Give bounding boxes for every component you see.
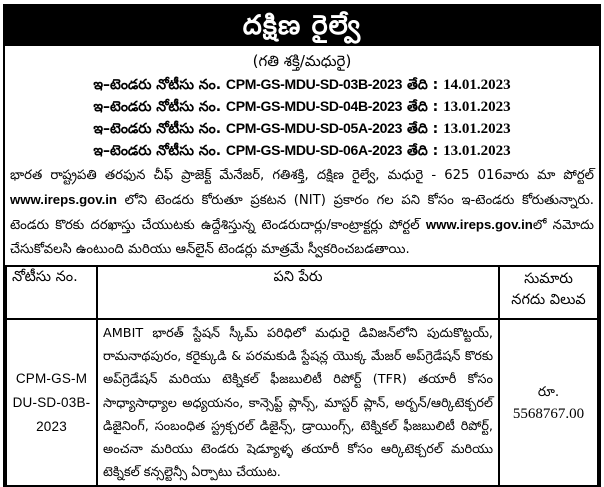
cell-work-description: AMBIT భారత్ స్టేషన్ స్కీమ్ పరిధిలో మధురై డివిజన్‌లోని పుదుకొట్టయ్, రామనాథపురం, కరైక్కుడి & పరమకుడి స్టేషన్ల యొక్క మేజర్ అప్‌గ్రెడేషన్ కొరకు అప్‌గ్రెడేషన్ మరియు టెక్నికల్ ఫీజబులిటీ రిపోర్ట్ (TFR) తయారీ కోసం సాధ్యాసాధ్యాల అధ్యయనం, కాన్సెప్ట్ ప్లాన్స్, మాస్టర్ ప్లాన్, అర్బన్/ఆర్కిటెక్చరల్ డిజైనింగ్, సంబంధిత స్ట్రక్చరల్ డిజైన్స్, డ్రాయింగ్స్, టెక్నికల్ ఫీజబులిటీ రిపోర్ట్, అంచనా మరియు టెండరు షెడ్యూళ్ళ తయారీ కోసం ఆర్కిటెక్చరల్ మరియు టెక్నికల్ కన్సల్టెన్సీ ఏర్పాటు చేయుట.	[97, 319, 499, 487]
notice-prefix: ఇ–టెండరు నోటీసు నం.	[93, 143, 222, 159]
tender-notice-line	[5, 118, 599, 140]
currency-label: రూ.	[537, 384, 560, 401]
notice-date-label: తేది :	[407, 77, 439, 93]
notice-date: 13.01.2023	[443, 121, 511, 137]
cell-approx-value	[499, 319, 598, 487]
notice-date-label: తేది :	[407, 99, 439, 115]
portal-url: www.ireps.gov.in	[10, 192, 117, 207]
notice-date: 13.01.2023	[443, 143, 511, 159]
tender-notice-line	[5, 74, 599, 96]
document-frame	[3, 4, 601, 487]
tender-notice-line	[5, 140, 599, 162]
notice-date: 13.01.2023	[443, 99, 511, 115]
notice-prefix: ఇ–టెండరు నోటీసు నం.	[93, 121, 222, 137]
table-header-row	[6, 266, 598, 319]
railway-title: దక్షిణ రైల్వే	[242, 10, 362, 41]
table-row	[6, 319, 598, 487]
col-header-work-name: పని పేరు	[97, 266, 499, 319]
cell-notice-no: CPM-GS-MDU-SD-03B-2023	[6, 319, 97, 487]
notice-number: CPM-GS-MDU-SD-05A-2023	[225, 120, 403, 136]
office-subtitle: (గతి శక్తి/మధురై)	[252, 52, 352, 70]
title-bar	[5, 6, 599, 46]
intro-text-3: లో నమోదు చేసుకోవలసి ఉంటుంది మరియు ఆన్‌లైన్ టెండర్లు మాత్రమే స్వీకరించబడతాయి.	[10, 218, 594, 257]
notice-number: CPM-GS-MDU-SD-06A-2023	[225, 142, 403, 158]
tender-notice-list	[5, 74, 599, 162]
col-header-approx-value: సుమారు నగదు విలువ	[499, 266, 598, 319]
tender-notice-line	[5, 96, 599, 118]
notice-date: 14.01.2023	[443, 77, 511, 93]
notice-number: CPM-GS-MDU-SD-03B-2023	[225, 76, 403, 92]
portal-url: www.ireps.gov.in	[425, 217, 533, 232]
notice-date-label: తేది :	[407, 121, 439, 137]
intro-text-1: భారత రాష్ట్రపతి తరఫున చీఫ్ ప్రాజెక్ట్ మేనేజర్, గతిశక్తి, దక్షిణ రైల్వే, మధురై - 625 016వారు మా పోర్టల్	[10, 168, 594, 183]
notice-prefix: ఇ–టెండరు నోటీసు నం.	[93, 99, 222, 115]
intro-paragraph	[10, 164, 594, 262]
intro-text-2: లోని టెండరు కోరుతూ ప్రకటన (NIT) ప్రకారం గల పని కోసం ఇ-టెండరు కోరుతున్నారు. టెండరు కొరకు దరఖాస్తు చేయుటకు ఉద్దేశిస్తున్న టెండరుదార్లు/కాంట్రాక్టర్లు పోర్టల్	[10, 193, 594, 233]
notice-date-label: తేది :	[407, 143, 439, 159]
tender-table	[5, 265, 599, 487]
col-header-notice-no: నోటీసు నం.	[6, 266, 97, 319]
notice-number: CPM-GS-MDU-SD-04B-2023	[225, 98, 403, 114]
notice-prefix: ఇ–టెండరు నోటీసు నం.	[93, 77, 222, 93]
amount-value: 5568767.00	[512, 406, 585, 423]
